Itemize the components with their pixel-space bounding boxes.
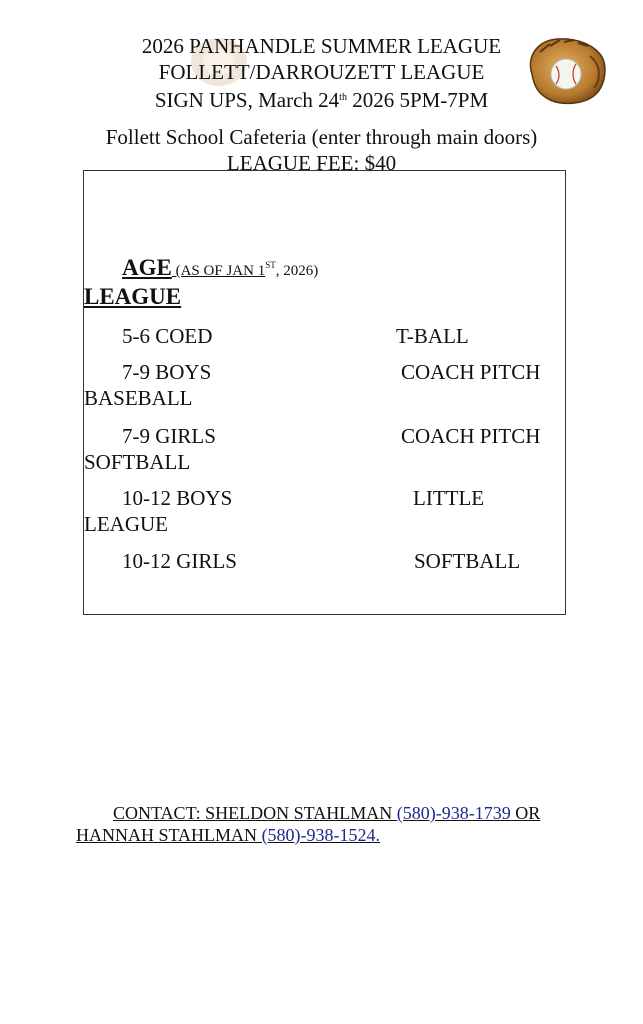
row-league: COACH PITCH [401, 424, 541, 448]
contact-or: OR [510, 803, 541, 823]
contact-name-2: HANNAH STAHLMAN [76, 825, 262, 845]
baseball-glove-icon [520, 34, 610, 108]
row-age: 7-9 GIRLS [122, 424, 216, 448]
age-note: (AS OF JAN 1 [171, 263, 266, 279]
age-note-suffix: ST [265, 260, 276, 270]
row-league: LITTLE [413, 486, 485, 510]
row-age: 10-12 GIRLS [122, 549, 237, 573]
phone-link-2[interactable]: (580)-938-1524 [261, 825, 376, 845]
signup-time-text: 2026 5PM-7PM [346, 88, 489, 112]
league-heading: LEAGUE [84, 284, 182, 309]
location-text: Follett School Cafeteria (enter through main doors) [105, 125, 538, 149]
title-line-2: FOLLETT/DARROUZETT LEAGUE [158, 60, 485, 84]
age-heading [122, 255, 318, 281]
contact-period: . [375, 825, 381, 845]
row-league: SOFTBALL [414, 549, 521, 573]
row-league-wrap: LEAGUE [84, 512, 168, 536]
title-line-1: 2026 PANHANDLE SUMMER LEAGUE [141, 34, 502, 58]
phone-link-1[interactable]: (580)-938-1739 [396, 803, 511, 823]
league-fee-text: LEAGUE FEE: $40 [226, 151, 397, 175]
row-league-wrap: BASEBALL [84, 386, 193, 410]
signup-date-text: SIGN UPS, March 24 [154, 88, 340, 112]
row-league: T-BALL [396, 324, 469, 348]
row-league-wrap: SOFTBALL [84, 450, 191, 474]
contact-line-1 [113, 802, 540, 824]
row-age: 7-9 BOYS [122, 360, 212, 384]
age-label: AGE [122, 255, 172, 280]
row-age: 10-12 BOYS [122, 486, 233, 510]
age-note-year: , 2026) [275, 263, 319, 279]
contact-name-1: CONTACT: SHELDON STAHLMAN [113, 803, 397, 823]
date-suffix: th [339, 92, 347, 103]
contact-line-2 [76, 824, 380, 846]
row-league: COACH PITCH [401, 360, 541, 384]
row-age: 5-6 COED [122, 324, 213, 348]
